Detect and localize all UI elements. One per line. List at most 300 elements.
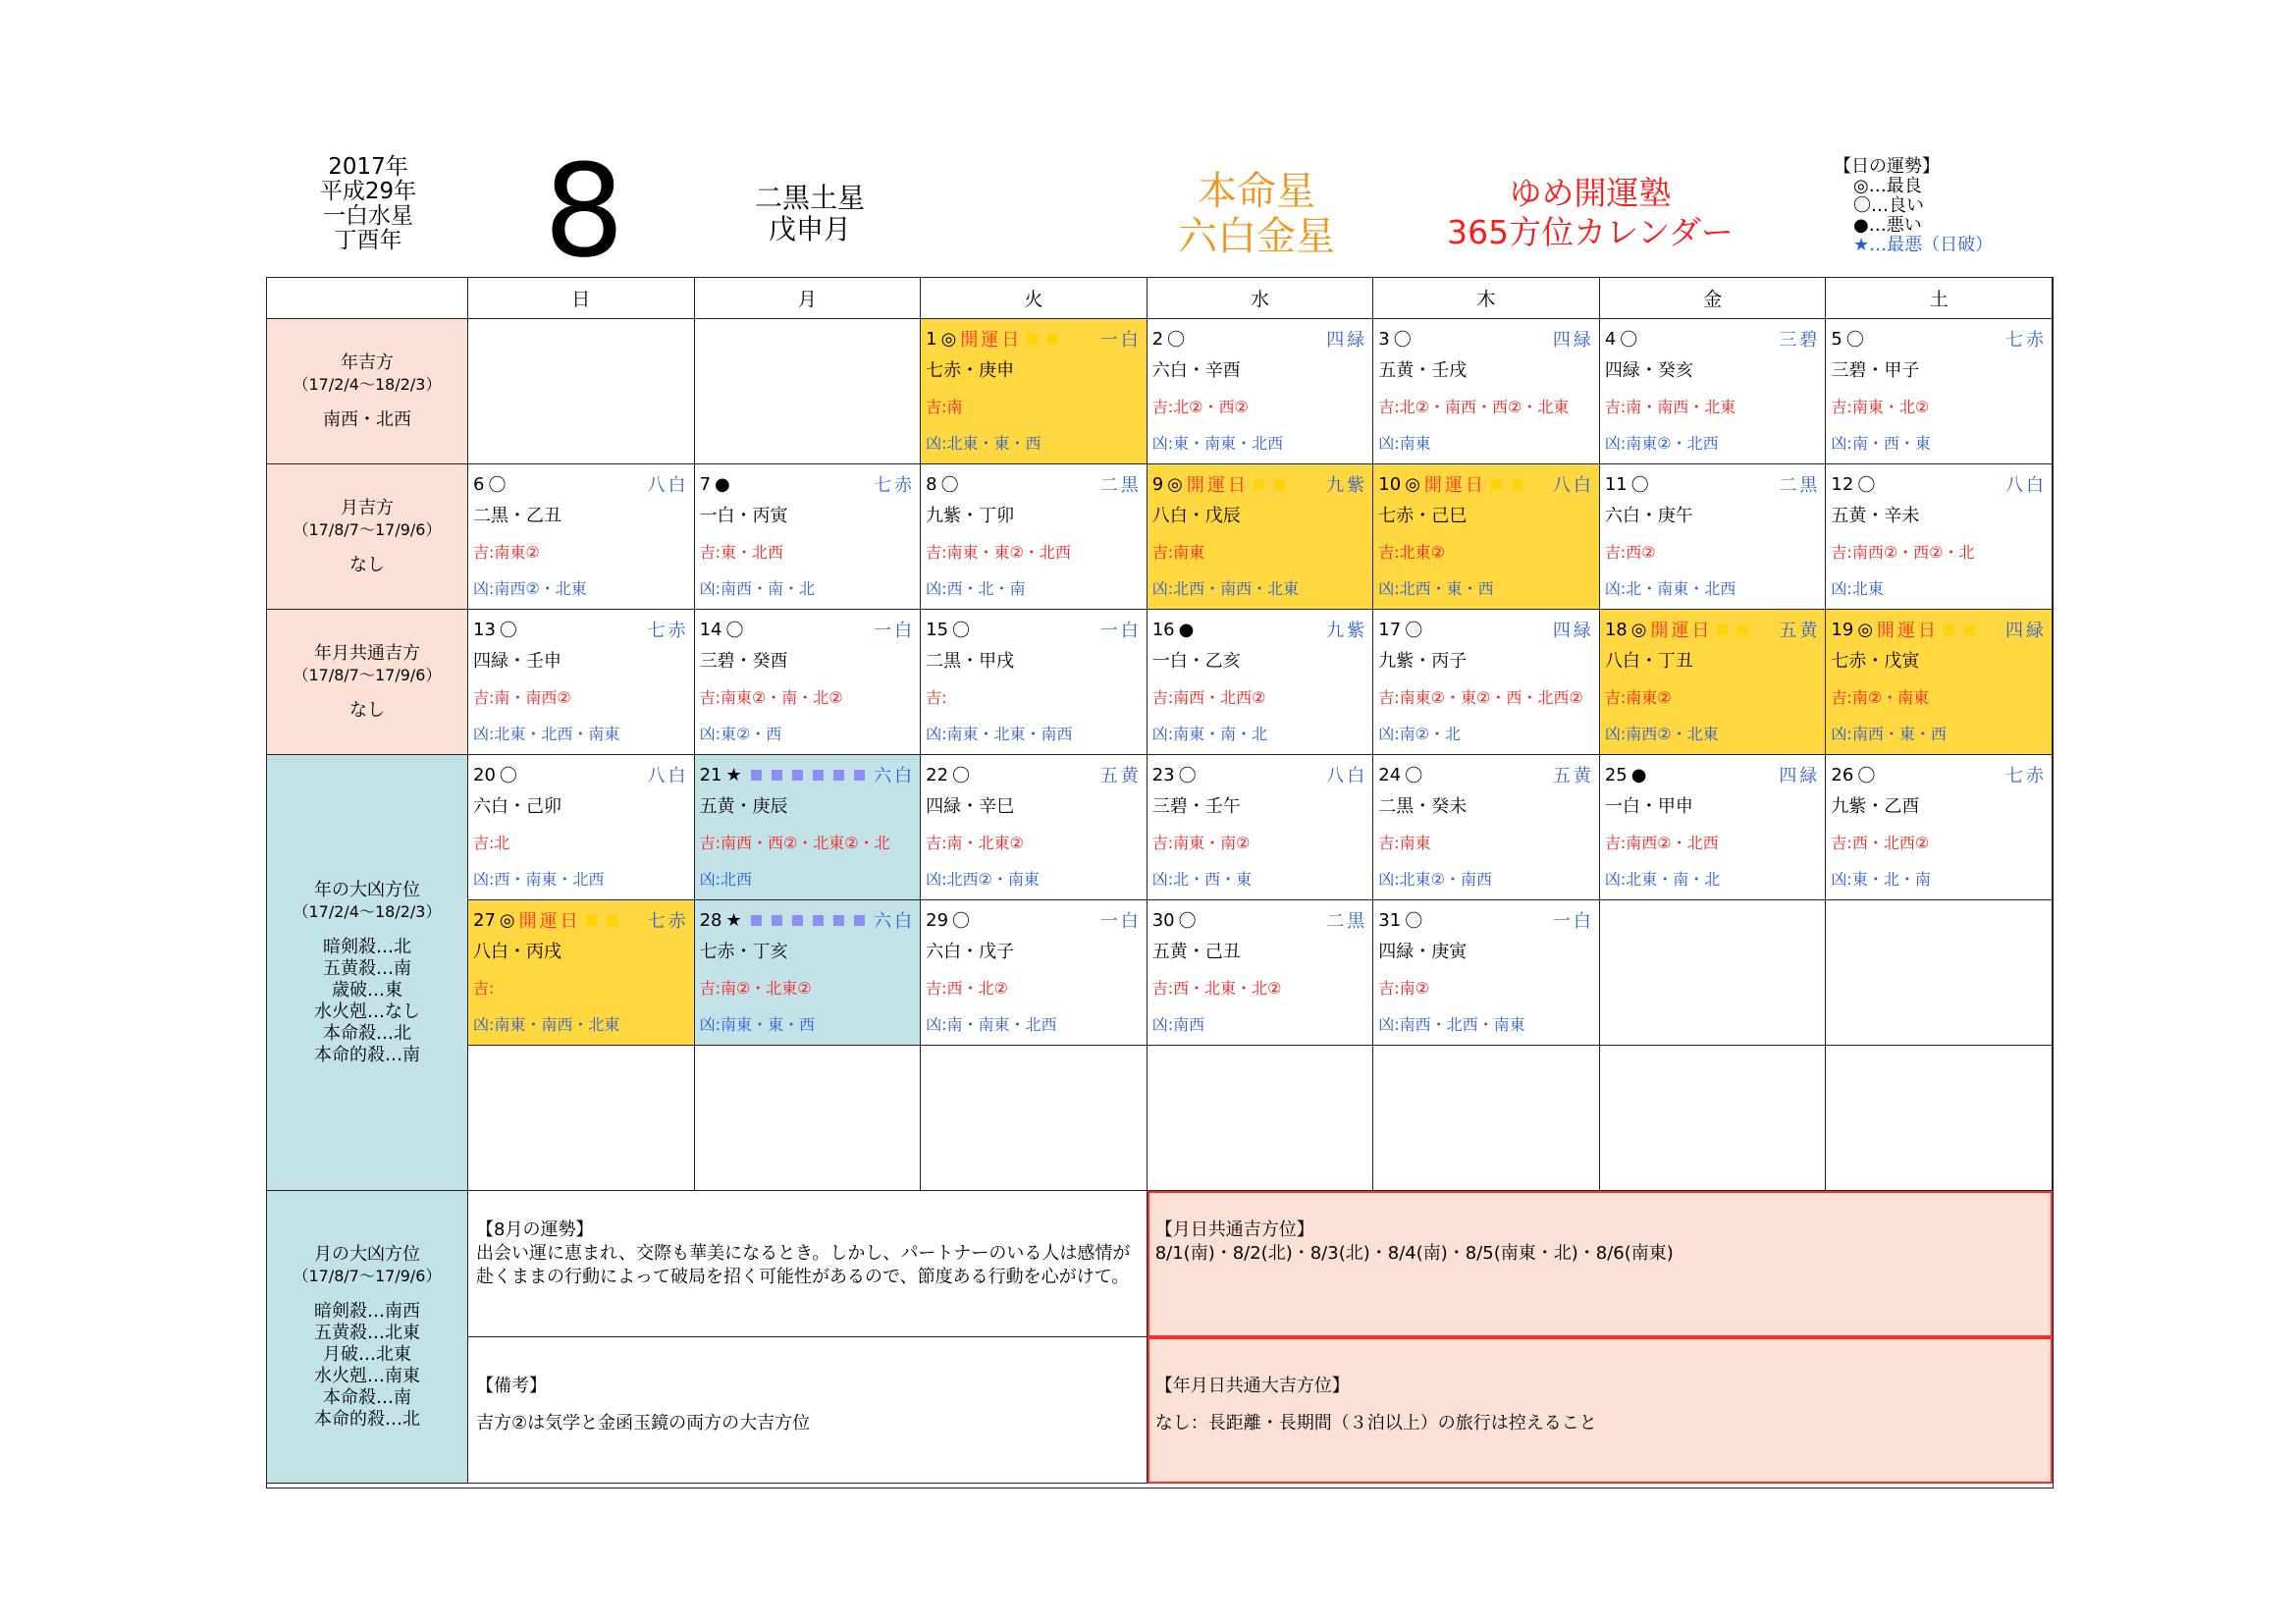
day-cell[interactable] bbox=[1600, 755, 1827, 900]
lucky-directions: 吉:北東② bbox=[1378, 543, 1446, 562]
unlucky-directions: 凶:北西・南西・北東 bbox=[1151, 579, 1300, 598]
lucky-directions: 吉:南西②・北西 bbox=[1604, 834, 1719, 852]
weekday-header: 金 bbox=[1600, 278, 1827, 319]
day-number: 4 bbox=[1604, 328, 1617, 350]
weekday-header: 土 bbox=[1826, 278, 2053, 319]
side-item: 本命殺…南 bbox=[323, 1386, 411, 1408]
side-gap bbox=[267, 1287, 467, 1301]
side-title: 月吉方 bbox=[341, 497, 394, 518]
lucky-directions: 吉:南②・南東 bbox=[1831, 688, 1930, 707]
kaiun-label: 開運日 bbox=[518, 911, 581, 932]
lucky-directions: 吉:南東②・東②・西・北西② bbox=[1378, 688, 1583, 707]
day-kanshi: 三碧・壬午 bbox=[1151, 796, 1241, 817]
day-cell[interactable] bbox=[921, 755, 1148, 900]
day-kanshi: 四緑・癸亥 bbox=[1604, 360, 1693, 381]
note-body: 吉方②は気学と金函玉鏡の両方の大吉方位 bbox=[476, 1413, 811, 1434]
lucky-directions: 吉:南西・西②・北東②・北 bbox=[699, 834, 890, 852]
legend-item: ◎…最良 bbox=[1853, 176, 1922, 196]
day-star: 八白 bbox=[647, 475, 689, 496]
day-cell[interactable] bbox=[468, 610, 695, 755]
note-title: 【月日共通吉方位】 bbox=[1154, 1219, 1314, 1240]
unlucky-directions: 凶:北西・東・西 bbox=[1378, 579, 1494, 598]
day-star: 四緑 bbox=[2004, 621, 2047, 641]
day-cell[interactable] bbox=[1373, 464, 1600, 610]
day-header bbox=[1605, 325, 1821, 352]
empty-day-cell bbox=[1826, 1046, 2053, 1191]
day-kanshi: 五黄・辛未 bbox=[1831, 506, 1920, 526]
day-star: 四緑 bbox=[1779, 766, 1821, 786]
fortune-symbol: ◎ bbox=[1167, 473, 1183, 495]
day-number: 3 bbox=[1378, 328, 1390, 350]
month-star bbox=[736, 183, 883, 245]
day-star: 六白 bbox=[874, 766, 916, 786]
side-item: 暗剣殺…北 bbox=[323, 936, 411, 957]
note-title: 【8月の運勢】 bbox=[476, 1219, 594, 1240]
legend-item: ●…悪い bbox=[1853, 215, 1922, 236]
day-star: 九紫 bbox=[1326, 621, 1368, 641]
fortune-symbol: ● bbox=[1630, 764, 1647, 785]
day-number: 9 bbox=[1151, 473, 1164, 495]
side-item: 水火剋…なし bbox=[314, 1001, 420, 1022]
day-star: 二黒 bbox=[1326, 911, 1368, 932]
unlucky-directions: 凶:西・南東・北西 bbox=[473, 870, 605, 889]
unlucky-directions: 凶:北東②・南西 bbox=[1378, 870, 1493, 889]
day-number: 6 bbox=[473, 473, 485, 495]
day-header bbox=[473, 761, 689, 788]
day-star: 五黄 bbox=[1552, 766, 1594, 786]
day-kanshi: 六白・庚午 bbox=[1604, 506, 1693, 526]
day-star: 四緑 bbox=[1552, 330, 1594, 351]
note-title: 【備考】 bbox=[476, 1376, 547, 1396]
lucky-directions: 吉:南西・北西② bbox=[1151, 688, 1266, 707]
day-header bbox=[700, 470, 916, 498]
fortune-symbol: 〇 bbox=[499, 621, 517, 641]
lucky-directions: 吉:北②・南西・西②・北東 bbox=[1378, 398, 1570, 416]
day-kanshi: 九紫・乙酉 bbox=[1831, 796, 1920, 817]
day-cell[interactable] bbox=[921, 900, 1148, 1046]
unlucky-directions: 凶:北・西・東 bbox=[1151, 870, 1253, 889]
day-kanshi: 六白・辛酉 bbox=[1151, 360, 1241, 381]
marker-square bbox=[1964, 624, 1975, 635]
kaiun-label: 開運日 bbox=[960, 330, 1023, 351]
day-cell[interactable] bbox=[1148, 464, 1374, 610]
marker-square bbox=[1047, 334, 1058, 345]
weekday-header: 火 bbox=[921, 278, 1148, 319]
side-gap bbox=[267, 686, 467, 700]
empty-day-cell bbox=[1826, 900, 2053, 1046]
year-line: 平成29年 bbox=[319, 179, 417, 204]
lucky-directions: 吉:南東・北② bbox=[1831, 398, 1930, 416]
day-star: 八白 bbox=[1326, 766, 1368, 786]
marker-square bbox=[1491, 479, 1502, 490]
day-star: 七赤 bbox=[2004, 766, 2047, 786]
note-title: 【年月日共通大吉方位】 bbox=[1154, 1376, 1350, 1396]
day-cell[interactable] bbox=[695, 900, 922, 1046]
marker-square bbox=[1254, 479, 1264, 490]
day-kanshi: 五黄・己丑 bbox=[1151, 942, 1241, 962]
day-kanshi: 五黄・庚辰 bbox=[699, 796, 788, 817]
day-header bbox=[1831, 470, 2047, 498]
day-star: 二黒 bbox=[1099, 475, 1142, 496]
legend-item: 〇…良い bbox=[1853, 195, 1924, 216]
unlucky-directions: 凶:北・南東・北西 bbox=[1604, 579, 1736, 598]
year-line: 2017年 bbox=[328, 154, 408, 180]
day-kanshi: 九紫・丙子 bbox=[1378, 651, 1468, 672]
fortune-symbol: ● bbox=[715, 473, 730, 495]
side-title: 年月共通吉方 bbox=[314, 642, 420, 664]
day-cell[interactable] bbox=[1148, 610, 1374, 755]
day-cell[interactable] bbox=[1373, 319, 1600, 464]
weekday-header: 月 bbox=[695, 278, 922, 319]
day-cell[interactable] bbox=[1826, 610, 2053, 755]
day-star: 六白 bbox=[874, 911, 916, 932]
day-header bbox=[926, 906, 1142, 934]
day-kanshi: 三碧・癸酉 bbox=[699, 651, 788, 672]
day-header bbox=[1831, 616, 2047, 643]
side-info-3 bbox=[267, 610, 468, 755]
day-header bbox=[1152, 906, 1368, 934]
day-star: 五黄 bbox=[1099, 766, 1142, 786]
lucky-directions: 吉:南・南西・北東 bbox=[1604, 398, 1736, 416]
kaiun-label: 開運日 bbox=[1650, 621, 1713, 641]
day-kanshi: 六白・己卯 bbox=[473, 796, 561, 817]
day-header bbox=[1378, 325, 1594, 352]
marker-square bbox=[1717, 624, 1728, 635]
day-cell[interactable] bbox=[921, 610, 1148, 755]
unlucky-directions: 凶:南東・南西・北東 bbox=[473, 1015, 620, 1034]
marker-square bbox=[813, 770, 824, 781]
day-star: 一白 bbox=[1099, 911, 1142, 932]
unlucky-directions: 凶:東②・西 bbox=[699, 725, 782, 743]
remarks-box bbox=[468, 1337, 1148, 1484]
unlucky-directions: 凶:西・北・南 bbox=[926, 579, 1026, 598]
day-star: 八白 bbox=[2004, 475, 2047, 496]
day-kanshi: 一白・丙寅 bbox=[699, 506, 788, 526]
empty-day-cell bbox=[695, 319, 922, 464]
day-header bbox=[473, 616, 689, 643]
unlucky-directions: 凶:南東・南・北 bbox=[1151, 725, 1268, 743]
marker-square bbox=[1512, 479, 1522, 490]
day-cell[interactable] bbox=[1600, 319, 1827, 464]
year-month-day-common-box bbox=[1148, 1337, 2053, 1484]
day-number: 13 bbox=[473, 619, 496, 640]
unlucky-directions: 凶:南・西・東 bbox=[1831, 434, 1931, 453]
day-header bbox=[926, 325, 1142, 352]
fortune-symbol: 〇 bbox=[952, 911, 971, 932]
side-gap bbox=[267, 396, 467, 409]
day-cell[interactable] bbox=[1373, 755, 1600, 900]
day-star: 二黒 bbox=[1779, 475, 1821, 496]
day-header bbox=[1378, 906, 1594, 934]
day-header bbox=[1378, 470, 1594, 498]
day-cell[interactable] bbox=[1373, 900, 1600, 1046]
day-header bbox=[473, 470, 689, 498]
fortune-symbol: ● bbox=[1178, 619, 1195, 640]
side-gap bbox=[267, 541, 467, 555]
fortune-symbol: 〇 bbox=[1393, 330, 1412, 351]
side-item: 月破…北東 bbox=[323, 1343, 411, 1365]
legend-title: 【日の運勢】 bbox=[1834, 156, 1940, 177]
day-number: 22 bbox=[926, 764, 949, 785]
lucky-directions: 吉: bbox=[926, 688, 947, 707]
day-kanshi: 七赤・丁亥 bbox=[699, 942, 788, 962]
day-cell[interactable] bbox=[1373, 610, 1600, 755]
fortune-symbol: ◎ bbox=[1857, 619, 1874, 640]
empty-day-cell bbox=[1148, 1046, 1374, 1191]
marker-square bbox=[772, 915, 782, 926]
day-header bbox=[926, 616, 1142, 643]
day-header bbox=[1152, 325, 1368, 352]
day-number: 11 bbox=[1604, 473, 1628, 495]
month-star-line: 二黒土星 bbox=[754, 182, 865, 214]
day-number: 2 bbox=[1151, 328, 1164, 350]
marker-square bbox=[792, 770, 803, 781]
marker-square bbox=[751, 770, 762, 781]
corner-cell bbox=[267, 278, 468, 319]
day-number: 29 bbox=[926, 909, 949, 931]
marker-square bbox=[586, 915, 597, 926]
day-number: 12 bbox=[1831, 473, 1854, 495]
empty-day-cell bbox=[1600, 900, 1827, 1046]
empty-day-cell bbox=[695, 1046, 922, 1191]
unlucky-directions: 凶:北東・北西・南東 bbox=[473, 725, 620, 743]
side-gap bbox=[267, 923, 467, 937]
unlucky-directions: 凶:南西 bbox=[1151, 1015, 1205, 1034]
day-kanshi: 三碧・甲子 bbox=[1831, 360, 1920, 381]
side-title: 月の大凶方位 bbox=[314, 1243, 420, 1265]
day-header bbox=[473, 906, 689, 934]
lucky-directions: 吉:南東 bbox=[1378, 834, 1431, 852]
day-star: 一白 bbox=[874, 621, 916, 641]
unlucky-directions: 凶:北東・南・北 bbox=[1604, 870, 1721, 889]
lucky-directions: 吉:北②・西② bbox=[1151, 398, 1249, 416]
day-kanshi: 六白・戊子 bbox=[926, 942, 1015, 962]
brand-line: 365方位カレンダー bbox=[1447, 213, 1734, 251]
day-header bbox=[1378, 616, 1594, 643]
day-star: 五黄 bbox=[1779, 621, 1821, 641]
marker-square bbox=[1737, 624, 1748, 635]
fortune-symbol: 〇 bbox=[1857, 766, 1876, 786]
fortune-symbol: 〇 bbox=[952, 621, 971, 641]
day-star: 一白 bbox=[1099, 621, 1142, 641]
day-cell[interactable] bbox=[468, 900, 695, 1046]
unlucky-directions: 凶:南西②・北東 bbox=[1604, 725, 1719, 743]
fortune-symbol: 〇 bbox=[1405, 766, 1423, 786]
day-cell[interactable] bbox=[695, 464, 922, 610]
lucky-directions: 吉:南東 bbox=[1151, 543, 1205, 562]
day-cell[interactable] bbox=[468, 755, 695, 900]
marker-square bbox=[751, 915, 762, 926]
fortune-symbol: 〇 bbox=[940, 475, 959, 496]
year-info bbox=[294, 155, 442, 253]
lucky-directions: 吉:南②・北東② bbox=[699, 979, 812, 998]
day-cell[interactable] bbox=[695, 610, 922, 755]
day-kanshi: 一白・乙亥 bbox=[1151, 651, 1241, 672]
marker-square bbox=[833, 915, 844, 926]
month-number: 8 bbox=[543, 136, 625, 286]
fortune-legend bbox=[1834, 157, 2040, 255]
fortune-symbol: 〇 bbox=[1178, 766, 1197, 786]
day-cell[interactable] bbox=[695, 755, 922, 900]
brand-line: ゆめ開運塾 bbox=[1509, 174, 1672, 212]
day-kanshi: 四緑・辛巳 bbox=[926, 796, 1015, 817]
day-star: 八白 bbox=[647, 766, 689, 786]
unlucky-directions: 凶:南東・北東・南西 bbox=[926, 725, 1073, 743]
day-header bbox=[1378, 761, 1594, 788]
lucky-directions: 吉: bbox=[473, 979, 495, 998]
honmei-line: 六白金星 bbox=[1178, 214, 1335, 259]
day-header bbox=[700, 761, 916, 788]
day-header bbox=[1605, 470, 1821, 498]
fortune-symbol: 〇 bbox=[1167, 330, 1186, 351]
day-kanshi: 八白・丁丑 bbox=[1604, 651, 1693, 672]
fortune-symbol: 〇 bbox=[488, 475, 507, 496]
day-cell[interactable] bbox=[1148, 900, 1374, 1046]
day-kanshi: 八白・丙戌 bbox=[473, 942, 561, 962]
marker-square bbox=[1944, 624, 1954, 635]
day-number: 1 bbox=[926, 328, 937, 350]
day-kanshi: 九紫・丁卯 bbox=[926, 506, 1015, 526]
brand-title bbox=[1414, 174, 1767, 252]
day-number: 30 bbox=[1151, 909, 1175, 931]
unlucky-directions: 凶:北東 bbox=[1831, 579, 1884, 598]
day-star: 七赤 bbox=[647, 911, 689, 932]
marker-square bbox=[1274, 479, 1285, 490]
lucky-directions: 吉:南 bbox=[926, 398, 963, 416]
day-header bbox=[1831, 325, 2047, 352]
empty-day-cell bbox=[1600, 1046, 1827, 1191]
honmei-star bbox=[1144, 169, 1369, 259]
day-kanshi: 四緑・壬申 bbox=[473, 651, 561, 672]
day-number: 17 bbox=[1378, 619, 1402, 640]
day-cell[interactable] bbox=[1148, 319, 1374, 464]
day-number: 16 bbox=[1151, 619, 1175, 640]
weekday-header: 木 bbox=[1373, 278, 1600, 319]
note-body: 8/1(南)・8/2(北)・8/3(北)・8/4(南)・8/5(南東・北)・8/6(南東) bbox=[1154, 1243, 1674, 1264]
side-period: （17/8/7～17/9/6） bbox=[293, 1266, 442, 1285]
lucky-directions: 吉:西・北② bbox=[926, 979, 1008, 998]
empty-day-cell bbox=[1373, 1046, 1600, 1191]
day-header bbox=[1831, 761, 2047, 788]
day-number: 5 bbox=[1831, 328, 1842, 350]
side-info-4 bbox=[267, 755, 468, 1191]
day-kanshi: 一白・甲申 bbox=[1604, 796, 1693, 817]
day-star: 三碧 bbox=[1779, 330, 1821, 351]
day-number: 31 bbox=[1378, 909, 1402, 931]
day-cell[interactable] bbox=[921, 319, 1148, 464]
day-header bbox=[1605, 761, 1821, 788]
day-star: 四緑 bbox=[1552, 621, 1594, 641]
fortune-symbol: 〇 bbox=[1620, 330, 1638, 351]
lucky-directions: 吉:南東・東②・北西 bbox=[926, 543, 1071, 562]
lucky-directions: 吉:西・北東・北② bbox=[1151, 979, 1282, 998]
side-item: 五黄殺…南 bbox=[323, 957, 411, 979]
empty-day-cell bbox=[468, 1046, 695, 1191]
side-item: 本命的殺…南 bbox=[314, 1044, 420, 1065]
day-kanshi: 七赤・庚申 bbox=[926, 360, 1015, 381]
lucky-directions: 吉:南② bbox=[1378, 979, 1430, 998]
day-header bbox=[1605, 616, 1821, 643]
day-cell[interactable] bbox=[468, 464, 695, 610]
day-header bbox=[1152, 761, 1368, 788]
side-value: なし bbox=[349, 554, 385, 575]
day-star: 七赤 bbox=[2004, 330, 2047, 351]
unlucky-directions: 凶:東・北・南 bbox=[1831, 870, 1931, 889]
unlucky-directions: 凶:南②・北 bbox=[1378, 725, 1462, 743]
day-number: 28 bbox=[699, 909, 722, 931]
day-cell[interactable] bbox=[1826, 319, 2053, 464]
side-period: （17/8/7～17/9/6） bbox=[293, 665, 442, 684]
fortune-symbol: 〇 bbox=[1630, 475, 1649, 496]
side-period: （17/2/4～18/2/3） bbox=[293, 374, 442, 394]
side-item: 本命殺…北 bbox=[323, 1022, 411, 1044]
unlucky-directions: 凶:北西 bbox=[699, 870, 752, 889]
side-item: 五黄殺…北東 bbox=[314, 1322, 420, 1343]
marker-square bbox=[813, 915, 824, 926]
side-period: （17/8/7～17/9/6） bbox=[293, 519, 442, 539]
unlucky-directions: 凶:南東 bbox=[1378, 434, 1431, 453]
year-line: 丁酉年 bbox=[334, 228, 402, 253]
day-number: 20 bbox=[473, 764, 496, 785]
month-star-line: 戊申月 bbox=[768, 213, 851, 245]
side-title: 年の大凶方位 bbox=[314, 879, 420, 900]
day-header bbox=[700, 616, 916, 643]
day-star: 一白 bbox=[1099, 330, 1142, 351]
lucky-directions: 吉:北 bbox=[473, 834, 510, 852]
day-cell[interactable] bbox=[921, 464, 1148, 610]
unlucky-directions: 凶:東・南東・北西 bbox=[1151, 434, 1284, 453]
marker-square bbox=[772, 770, 782, 781]
day-star: 八白 bbox=[1552, 475, 1594, 496]
side-item: 水火剋…南東 bbox=[314, 1365, 420, 1386]
side-info-5 bbox=[267, 1191, 468, 1484]
monthly-fortune-box bbox=[468, 1191, 1148, 1337]
empty-day-cell bbox=[921, 1046, 1148, 1191]
fortune-symbol: 〇 bbox=[499, 766, 517, 786]
day-number: 24 bbox=[1378, 764, 1402, 785]
unlucky-directions: 凶:南西・東・西 bbox=[1831, 725, 1947, 743]
day-number: 7 bbox=[699, 473, 712, 495]
lucky-directions: 吉:南東② bbox=[473, 543, 540, 562]
side-title: 年吉方 bbox=[341, 352, 394, 373]
day-header bbox=[1152, 470, 1368, 498]
day-cell[interactable] bbox=[1600, 610, 1827, 755]
lucky-directions: 吉:南東②・南・北② bbox=[699, 688, 843, 707]
marker-square bbox=[833, 770, 844, 781]
day-cell[interactable] bbox=[1826, 464, 2053, 610]
kaiun-label: 開運日 bbox=[1186, 475, 1249, 496]
day-number: 15 bbox=[926, 619, 949, 640]
lucky-directions: 吉:南西②・西②・北 bbox=[1831, 543, 1975, 562]
day-cell[interactable] bbox=[1826, 755, 2053, 900]
day-header bbox=[1152, 616, 1368, 643]
marker-square bbox=[854, 915, 865, 926]
day-cell[interactable] bbox=[1600, 464, 1827, 610]
year-line: 一白水星 bbox=[323, 203, 413, 229]
calendar-grid bbox=[266, 277, 2054, 1489]
day-number: 14 bbox=[699, 619, 722, 640]
side-value: なし bbox=[349, 699, 385, 721]
unlucky-directions: 凶:北東・東・西 bbox=[926, 434, 1041, 453]
day-cell[interactable] bbox=[1148, 755, 1374, 900]
fortune-symbol: 〇 bbox=[1845, 330, 1864, 351]
day-number: 19 bbox=[1831, 619, 1854, 640]
marker-square bbox=[792, 915, 803, 926]
marker-square bbox=[1027, 334, 1038, 345]
marker-square bbox=[607, 915, 617, 926]
fortune-symbol: ◎ bbox=[499, 909, 515, 931]
note-body: 出会い運に恵まれ、交際も華美になるとき。しかし、パートナーのいる人は感情が赴くままの行動によって破局を招く可能性があるので、節度ある行動を心がけて。 bbox=[476, 1243, 1131, 1287]
